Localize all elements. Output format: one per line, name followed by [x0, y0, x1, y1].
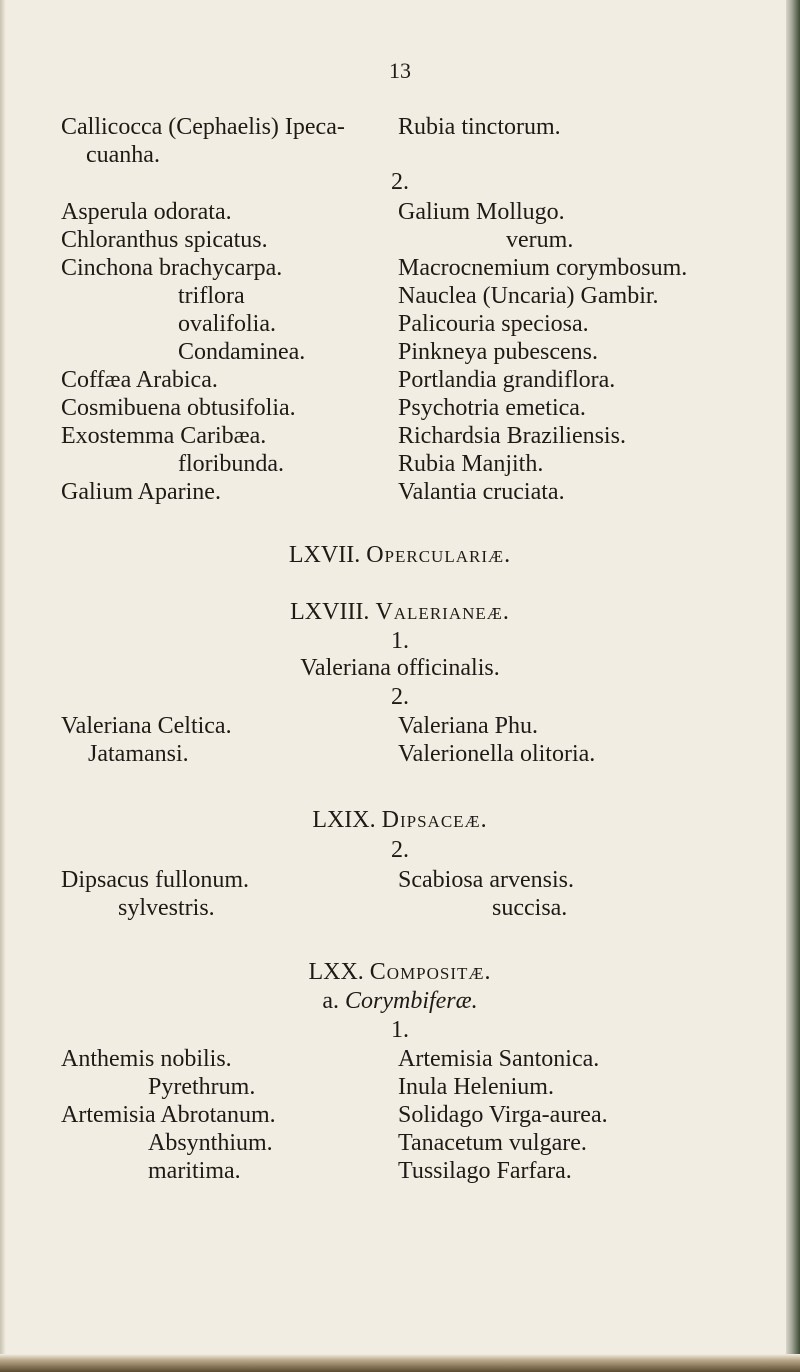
family-heading-dipsaceae — [0, 806, 800, 834]
section-number: 2. — [391, 837, 409, 863]
species-entry: Pinkneya pubescens. — [398, 339, 598, 365]
species-entry: maritima. — [148, 1158, 241, 1184]
family-heading-opercularieae — [0, 541, 800, 569]
species-entry: Valeriana Celtica. — [61, 713, 232, 739]
species-entry: Nauclea (Uncaria) Gambir. — [398, 283, 659, 309]
subdivision-letter: a. — [322, 988, 339, 1014]
species-entry: Chloranthus spicatus. — [61, 227, 268, 253]
species-entry: Tussilago Farfara. — [398, 1158, 572, 1184]
entry-rubia-tinctorum: Rubia tinctorum. — [398, 114, 561, 140]
section-number: 1. — [391, 628, 409, 654]
species-entry: Valeriana officinalis. — [300, 655, 500, 681]
species-entry: Cinchona brachycarpa. — [61, 255, 283, 281]
section-number: 2. — [391, 169, 409, 195]
species-entry: Valerionella olitoria. — [398, 741, 596, 767]
entry-callicocca-cont: cuanha. — [86, 142, 160, 168]
species-entry: Psychotria emetica. — [398, 395, 586, 421]
species-entry: Artemisia Santonica. — [398, 1046, 600, 1072]
species-entry: Galium Aparine. — [61, 479, 221, 505]
species-entry: Palicouria speciosa. — [398, 311, 589, 337]
family-numeral: LXVII. — [288, 542, 361, 568]
species-entry: Macrocnemium corymbosum. — [398, 255, 688, 281]
species-entry: Asperula odorata. — [61, 199, 232, 225]
section-number: 1. — [391, 1017, 409, 1043]
species-entry: triflora — [178, 283, 245, 309]
species-entry: Galium Mollugo. — [398, 199, 565, 225]
species-entry: succisa. — [492, 895, 568, 921]
species-entry: Cosmibuena obtusifolia. — [61, 395, 296, 421]
subdivision-heading — [0, 987, 800, 1015]
page-number: 13 — [389, 58, 411, 83]
species-entry: Pyrethrum. — [148, 1074, 256, 1100]
species-entry: Rubia Manjith. — [398, 451, 544, 477]
family-heading-compositae — [0, 958, 800, 986]
species-entry: Absynthium. — [148, 1130, 273, 1156]
family-name: Valerianeæ. — [375, 599, 510, 625]
species-entry: Solidago Virga-aurea. — [398, 1102, 608, 1128]
species-entry: Condaminea. — [178, 339, 306, 365]
family-name: Operculariæ. — [366, 542, 512, 568]
species-entry: Scabiosa arvensis. — [398, 867, 574, 893]
entry-callicocca: Callicocca (Cephaelis) Ipeca- — [61, 114, 345, 140]
species-entry: ovalifolia. — [178, 311, 276, 337]
family-heading-valerianeae — [0, 598, 800, 626]
species-entry: Jatamansi. — [88, 741, 189, 767]
species-entry: verum. — [506, 227, 574, 253]
family-name: Dipsaceæ. — [381, 807, 488, 833]
species-entry: Artemisia Abrotanum. — [61, 1102, 276, 1128]
species-entry: sylvestris. — [118, 895, 215, 921]
species-entry: Tanacetum vulgare. — [398, 1130, 587, 1156]
species-entry: Valantia cruciata. — [398, 479, 565, 505]
family-numeral: LXX. — [308, 959, 364, 985]
subdivision-name: Corymbiferæ. — [344, 988, 478, 1014]
species-entry: Inula Helenium. — [398, 1074, 554, 1100]
family-numeral: LXIX. — [312, 807, 376, 833]
species-entry: Exostemma Caribæa. — [61, 423, 267, 449]
species-entry: floribunda. — [178, 451, 284, 477]
species-entry: Valeriana Phu. — [398, 713, 538, 739]
species-entry: Anthemis nobilis. — [61, 1046, 232, 1072]
species-entry: Richardsia Braziliensis. — [398, 423, 626, 449]
page-bottom-edge — [0, 1354, 800, 1372]
species-entry: Portlandia grandiflora. — [398, 367, 616, 393]
section-number: 2. — [391, 684, 409, 710]
species-entry: Coffæa Arabica. — [61, 367, 218, 393]
family-name: Compositæ. — [369, 959, 492, 985]
species-entry: Dipsacus fullonum. — [61, 867, 249, 893]
family-numeral: LXVIII. — [290, 599, 370, 625]
